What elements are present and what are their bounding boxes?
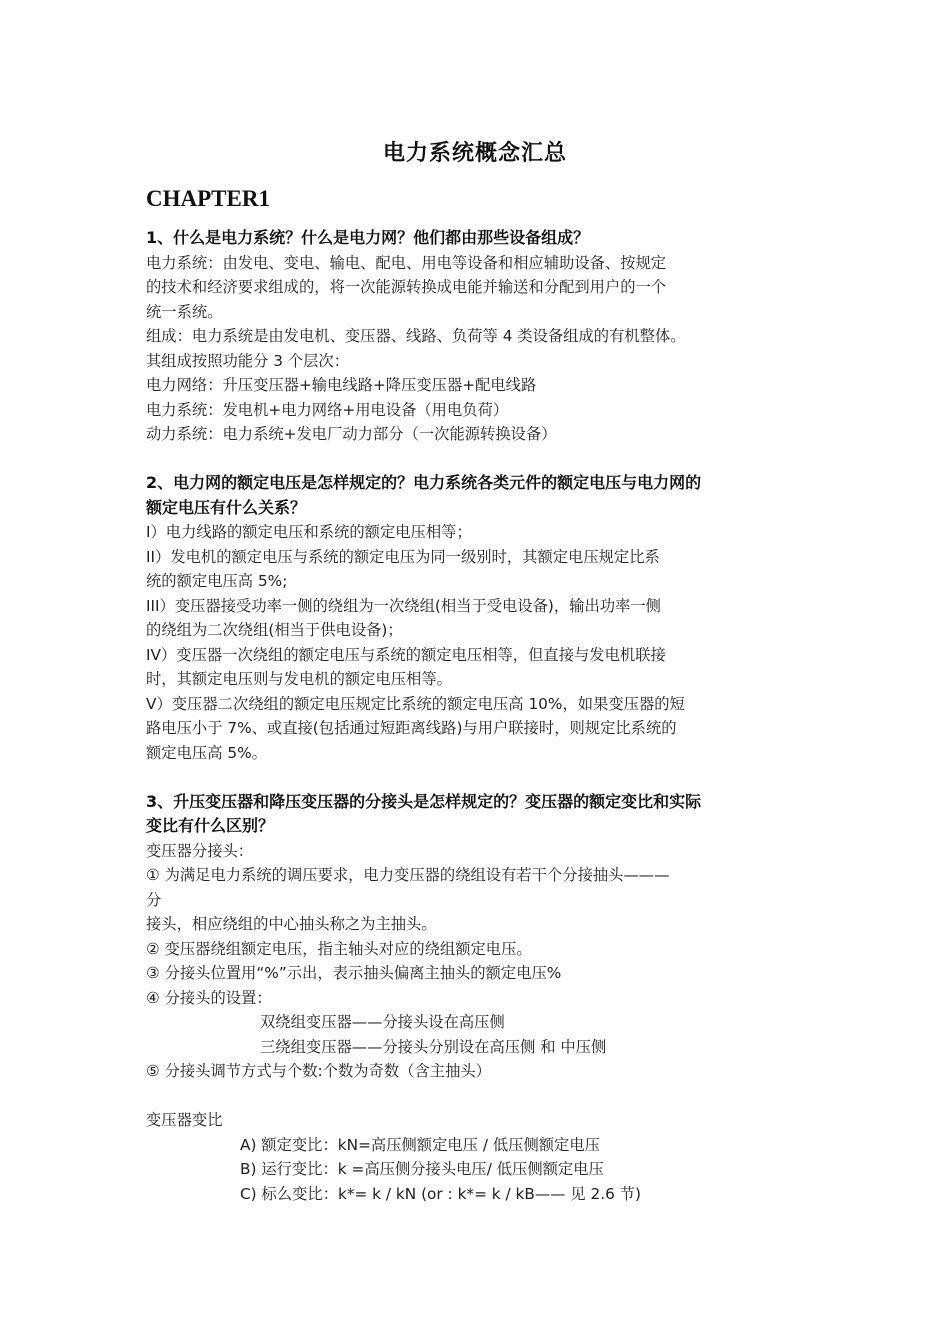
tap-line: ① 为满足电力系统的调压要求，电力变压器的绕组设有若干个分接抽头——— bbox=[146, 866, 670, 884]
paragraph-line: 的绕组为二次绕组(相当于供电设备)； bbox=[146, 621, 403, 639]
paragraph-line: I）电力线路的额定电压和系统的额定电压相等； bbox=[146, 523, 472, 541]
tap-line: ⑤ 分接头调节方式与个数:个数为奇数（含主抽头） bbox=[146, 1062, 491, 1080]
paragraph-line: 路电压小于 7%、或直接(包括通过短距离线路)与用户联接时，则规定比系统的 bbox=[146, 719, 677, 737]
tap-heading: 变压器分接头： bbox=[146, 841, 254, 860]
paragraph-line: 电力系统：发电机+电力网络+用电设备（用电负荷） bbox=[146, 400, 509, 419]
ratio-line: C) 标么变比：k*= k / kN (or : k*= k / kB—— 见 2.6 节) bbox=[240, 1184, 641, 1203]
spacer bbox=[146, 765, 836, 790]
ratio-line: A) 额定变比：kN=高压侧额定电压 / 低压侧额定电压 bbox=[240, 1135, 600, 1154]
tap-line: ④ 分接头的设置： bbox=[146, 988, 272, 1007]
question-1: 1、什么是电力系统？什么是电力网？他们都由那些设备组成？ bbox=[146, 228, 590, 247]
question-2-line-1: 2、电力网的额定电压是怎样规定的？电力系统各类元件的额定电压与电力网的 bbox=[146, 473, 702, 492]
tap-sub-line: 三绕组变压器——分接头分别设在高压侧 和 中压侧 bbox=[260, 1037, 607, 1056]
paragraph-line: 统的额定电压高 5%; bbox=[146, 572, 288, 590]
paragraph-line: 动力系统：电力系统+发电厂动力部分（一次能源转换设备） bbox=[146, 425, 557, 443]
spacer bbox=[146, 447, 836, 472]
paragraph-line: 额定电压高 5%。 bbox=[146, 743, 267, 762]
document-body bbox=[146, 226, 836, 1206]
paragraph-line: 电力系统：由发电、变电、输电、配电、用电等设备和相应辅助设备、按规定 bbox=[146, 253, 667, 272]
paragraph-line: 电力网络：升压变压器+输电线路+降压变压器+配电线路 bbox=[146, 376, 537, 394]
ratio-heading: 变压器变比 bbox=[146, 1111, 223, 1129]
spacer bbox=[146, 1084, 836, 1109]
paragraph-line: II）发电机的额定电压与系统的额定电压为同一级别时，其额定电压规定比系 bbox=[146, 547, 660, 566]
question-3-line-1: 3、升压变压器和降压变压器的分接头是怎样规定的？变压器的额定变比和实际 bbox=[146, 791, 702, 811]
paragraph-line: 其组成按照功能分 3 个层次： bbox=[146, 351, 350, 370]
ratio-line: B) 运行变比：k =高压侧分接头电压/ 低压侧额定电压 bbox=[240, 1160, 604, 1178]
paragraph-line: III）变压器接受功率一侧的绕组为一次绕组(相当于受电设备)，输出功率一侧 bbox=[146, 596, 661, 615]
paragraph-line: IV）变压器一次绕组的额定电压与系统的额定电压相等，但直接与发电机联接 bbox=[146, 645, 666, 664]
question-2-line-2: 额定电压有什么关系？ bbox=[146, 497, 307, 517]
paragraph-line: 时，其额定电压则与发电机的额定电压相等。 bbox=[146, 670, 452, 688]
question-3-line-2: 变比有什么区别？ bbox=[146, 816, 275, 835]
tap-line: ③ 分接头位置用“%”示出，表示抽头偏离主抽头的额定电压% bbox=[146, 964, 562, 982]
paragraph-line: V）变压器二次绕组的额定电压规定比系统的额定电压高 10%，如果变压器的短 bbox=[146, 694, 685, 713]
tap-line: 分 bbox=[146, 890, 162, 909]
chapter-heading: CHAPTER1 bbox=[146, 186, 270, 211]
tap-sub-line: 双绕组变压器——分接头设在高压侧 bbox=[260, 1013, 505, 1031]
page-title: 电力系统概念汇总 bbox=[382, 141, 567, 166]
paragraph-line: 的技术和经济要求组成的，将一次能源转换成电能并输送和分配到用户的一个 bbox=[146, 278, 667, 296]
tap-line: ② 变压器绕组额定电压，指主轴头对应的绕组额定电压。 bbox=[146, 939, 532, 958]
paragraph-line: 统一系统。 bbox=[146, 302, 223, 321]
paragraph-line: 组成：电力系统是由发电机、变压器、线路、负荷等 4 类设备组成的有机整体。 bbox=[146, 327, 686, 345]
tap-line: 接头，相应绕组的中心抽头称之为主抽头。 bbox=[146, 915, 437, 933]
